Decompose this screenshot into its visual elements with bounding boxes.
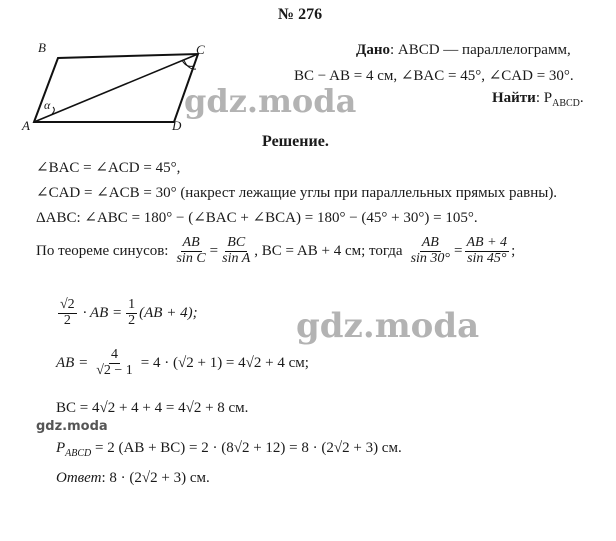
label-d: D — [172, 118, 182, 133]
find-line — [492, 90, 584, 109]
given-line-1 — [356, 42, 571, 59]
frac-4-sqrt2m1-den: √2 − 1 — [96, 362, 133, 378]
frac-1-2 — [126, 298, 137, 328]
frac-sqrt2-2-den: 2 — [63, 312, 71, 328]
frac-ab4-sin45 — [465, 236, 510, 266]
line-8 — [56, 440, 402, 459]
frac-1-2-den: 2 — [128, 312, 136, 328]
find-sub: ABCD — [552, 98, 580, 109]
line-3: ΔABC: ∠ABC = 180° − (∠BAC + ∠BCA) = 180° − (45° + 30°) = 105°. — [36, 210, 478, 226]
frac-ab-sin30-num: AB — [421, 235, 439, 250]
line-8-rest: = 2 (AB + BC) = 2 · (8√2 + 12) = 8 · (2√2 + 3) см. — [91, 440, 402, 456]
frac-ab-sinc — [174, 236, 207, 266]
frac-4-sqrt2m1 — [94, 348, 135, 378]
solution-title: Решение. — [262, 133, 329, 150]
line-4-mid: , BC = AB + 4 см; тогда — [254, 242, 403, 259]
label-a: A — [22, 118, 30, 133]
line-4-prefix: По теореме синусов: — [36, 242, 169, 259]
line-4-eq-2: = — [454, 242, 463, 259]
frac-4-sqrt2m1-num: 4 — [111, 347, 118, 362]
watermark-small: gdz.moda — [36, 419, 108, 434]
frac-sqrt2-2 — [58, 298, 77, 328]
line-4-end: ; — [511, 242, 516, 259]
given-title: Дано — [356, 42, 390, 58]
frac-bc-sina — [220, 236, 252, 266]
line-7: BC = 4√2 + 4 + 4 = 4√2 + 8 см. — [56, 400, 249, 416]
line-5-end: (AB + 4); — [139, 304, 198, 321]
label-b: B — [38, 40, 46, 55]
line-5-mid: · AB = — [82, 304, 123, 321]
line-8-p: P — [56, 440, 66, 456]
line-2: ∠CAD = ∠ACB = 30° (накрест лежащие углы при параллельных прямых равны). — [36, 185, 558, 201]
find-end: . — [579, 90, 584, 106]
line-4 — [36, 236, 515, 266]
given-text-1: : ABCD — параллелограмм, — [389, 42, 571, 58]
find-text: : P — [535, 90, 553, 106]
answer-line — [56, 470, 210, 487]
line-6-end: = 4 · (√2 + 1) = 4√2 + 4 см; — [140, 354, 309, 371]
watermark-middle: gdz.moda — [296, 306, 480, 346]
frac-bc-sina-num: BC — [227, 235, 246, 250]
frac-ab-sin30-den: sin 30° — [410, 250, 451, 266]
diagonal-ac — [34, 54, 198, 122]
frac-sqrt2-2-num: √2 — [60, 297, 75, 312]
line-1: ∠BAC = ∠ACD = 45°, — [36, 160, 181, 176]
given-line-2: BC − AB = 4 см, ∠BAC = 45°, ∠CAD = 30°. — [294, 68, 574, 84]
frac-ab-sinc-den: sin C — [176, 250, 206, 266]
answer-label: Ответ — [56, 470, 102, 486]
frac-ab-sin30 — [409, 236, 452, 266]
frac-ab4-sin45-den: sin 45° — [467, 250, 507, 266]
line-6-prefix: AB = — [56, 354, 89, 371]
line-4-eq: = — [209, 242, 219, 259]
label-c: C — [196, 42, 205, 57]
frac-ab-sinc-num: AB — [182, 235, 200, 250]
frac-bc-sina-den: sin A — [222, 250, 251, 266]
frac-1-2-num: 1 — [128, 297, 136, 312]
line-5 — [56, 298, 198, 328]
watermark-top: gdz.moda — [184, 82, 357, 120]
angle-c-arc — [182, 60, 194, 66]
label-alpha: α — [44, 98, 51, 112]
line-8-sub: ABCD — [65, 448, 92, 459]
answer-text: : 8 · (2√2 + 3) см. — [101, 470, 210, 486]
find-title: Найти — [492, 90, 536, 106]
line-6 — [56, 348, 309, 378]
problem-number: № 276 — [278, 6, 323, 23]
frac-ab4-sin45-num: AB + 4 — [466, 235, 508, 250]
